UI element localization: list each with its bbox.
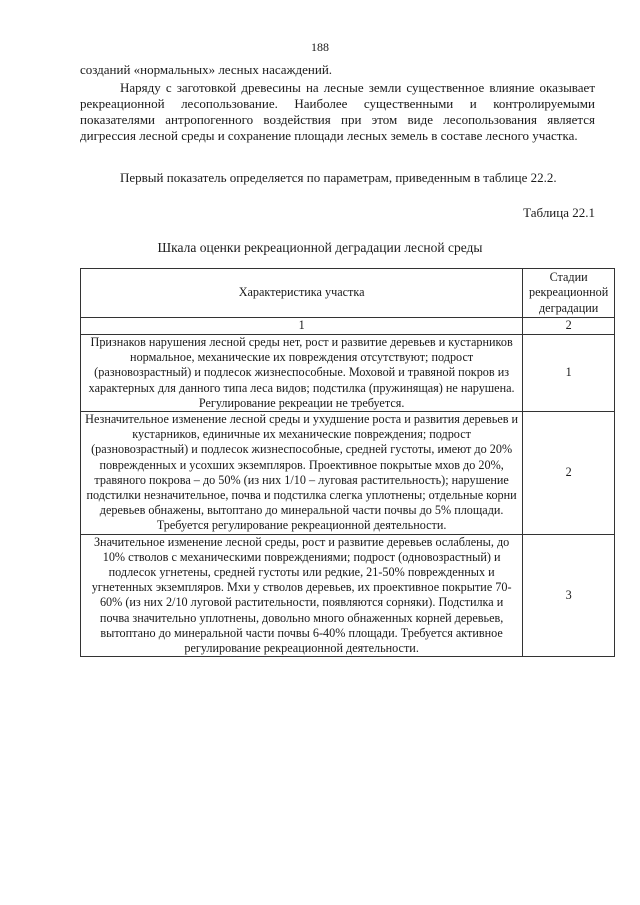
row-stage: 2 xyxy=(523,412,615,535)
table-header-row xyxy=(81,269,615,318)
row-description: Значительное изменение лесной среды, рост и развитие деревьев ослаблены, до 10% стволов с механическими повреждениями; подрост (одновозрастный) и подлесок угнетены, средней густоты или редкие, 21-50% поврежденных и угнетенных экземпляров. Мхи у стволов деревьев, их проективное покрытие 70-60% (из них 2/10 луговой растительности, появляются сорняки). Подстилка и почва значительно уплотнены, довольно много обнаженных корней деревьев, вытоптано до минеральной части почвы 6-40% площади. Требуется активное регулирование рекреационной деятельности. xyxy=(81,534,523,657)
degradation-scale-table xyxy=(80,268,615,657)
row-stage: 3 xyxy=(523,534,615,657)
table-row xyxy=(81,534,615,657)
table-title: Шкала оценки рекреационной деградации лесной среды xyxy=(157,240,483,255)
paragraph-recreation: Наряду с заготовкой древесины на лесные земли существенное влияние оказывает рекреационной лесопользование. Наиболее существенными и контролируемыми показателями антропогенного воздействия при этом виде лесопользования является дигрессия лесной среды и сохранение площади лесных земель в составе лесного участка. xyxy=(80,80,595,143)
row-description: Признаков нарушения лесной среды нет, рост и развитие деревьев и кустарников нормальное, механические их повреждения отсутствуют; подрост (разновозрастный) и подлесок жизнеспособные. Моховой и травяной покров из характерных для данного типа леса видов; подстилка (пружинящая) не нарушена. Регулирование рекреации не требуется. xyxy=(81,335,523,412)
column-number-2: 2 xyxy=(523,318,615,335)
table-row xyxy=(81,335,615,412)
page-number: 188 xyxy=(311,40,329,54)
paragraph-continuation: созданий «нормальных» лесных насаждений. xyxy=(80,62,333,77)
table-label: Таблица 22.1 xyxy=(523,205,595,220)
header-characteristic: Характеристика участка xyxy=(81,269,523,318)
paragraph-first-indicator: Первый показатель определяется по параметрам, приведенным в таблице 22.2. xyxy=(120,170,557,185)
column-number-1: 1 xyxy=(81,318,523,335)
row-description: Незначительное изменение лесной среды и ухудшение роста и развития деревьев и кустарников, единичные их механические повреждения; подрост (разновозрастный) и подлесок жизнеспособные, средней густоты, имеют до 20% поврежденных и усохших экземпляров. Проективное покрытые мхов до 20%, травяного покрова – до 50% (из них 1/10 – луговая растительность); нарушение подстилки незначительное, почва и подстилка слегка уплотнены; отдельные корни деревьев обнажены, вытоптано до минеральной части почвы до 5% площади. Требуется регулирование рекреационной деятельности. xyxy=(81,412,523,535)
header-stage: Стадии рекреационной деградации xyxy=(523,269,615,318)
row-stage: 1 xyxy=(523,335,615,412)
table-row xyxy=(81,412,615,535)
column-number-row xyxy=(81,318,615,335)
